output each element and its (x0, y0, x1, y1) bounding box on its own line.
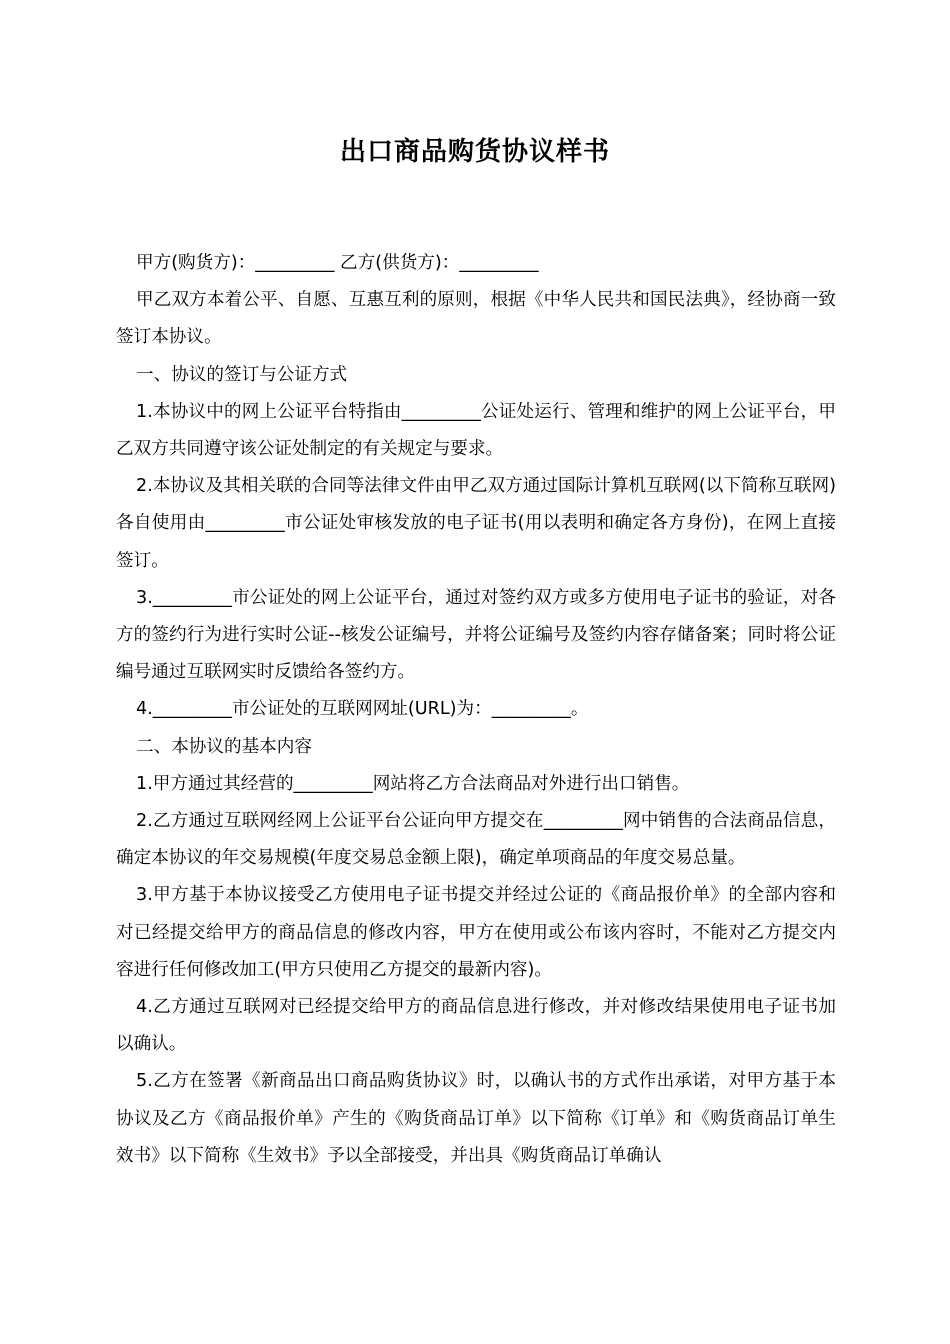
clause-2-2: 2.乙方通过互联网经网上公证平台公证向甲方提交在_________网中销售的合法商品信息，确定本协议的年交易规模(年度交易总金额上限)，确定单项商品的年度交易总量。 (116, 811, 836, 869)
document-body (116, 245, 836, 1175)
clause-1-2: 2.本协议及其相关联的合同等法律文件由甲乙双方通过国际计算机互联网(以下简称互联网)各自使用由_________市公证处审核发放的电子证书(用以表明和确定各方身份)，在网上直接签订。 (116, 476, 836, 571)
section-heading-1: 一、协议的签订与公证方式 (136, 364, 348, 385)
preamble-paragraph: 甲乙双方本着公平、自愿、互惠互利的原则，根据《中华人民共和国民法典》，经协商一致签订本协议。 (116, 290, 836, 348)
document-title: 出口商品购货协议样书 (339, 137, 610, 167)
clause-1-1: 1.本协议中的网上公证平台特指由_________公证处运行、管理和维护的网上公证平台，甲乙双方共同遵守该公证处制定的有关规定与要求。 (116, 401, 836, 460)
party-line: 甲方(购货方)：_________ 乙方(供货方)：_________ (136, 253, 539, 273)
clause-2-1: 1.甲方通过其经营的_________网站将乙方合法商品对外进行出口销售。 (136, 773, 690, 794)
clause-2-4: 4.乙方通过互联网对已经提交给甲方的商品信息进行修改，并对修改结果使用电子证书加以确认。 (116, 997, 836, 1055)
clause-2-3: 3.甲方基于本协议接受乙方使用电子证书提交并经过公证的《商品报价单》的全部内容和对已经提交给甲方的商品信息的修改内容，甲方在使用或公布该内容时，不能对乙方提交内容进行任何修改加工(甲方只使用乙方提交的最新内容)。 (116, 885, 836, 980)
clause-2-5: 5.乙方在签署《新商品出口商品购货协议》时，以确认书的方式作出承诺，对甲方基于本协议及乙方《商品报价单》产生的《购货商品订单》以下简称《订单》和《购货商品订单生效书》以下简称《生效书》予以全部接受，并出具《购货商品订单确认 (116, 1071, 836, 1166)
section-heading-2: 二、本协议的基本内容 (136, 736, 312, 757)
clause-1-3: 3._________市公证处的网上公证平台，通过对签约双方或多方使用电子证书的验证，对各方的签约行为进行实时公证--核发公证编号，并将公证编号及签约内容存储备案；同时将公证编号通过互联网实时反馈给各签约方。 (116, 587, 836, 683)
clause-1-4: 4._________市公证处的互联网网址(URL)为：_________。 (136, 699, 589, 720)
